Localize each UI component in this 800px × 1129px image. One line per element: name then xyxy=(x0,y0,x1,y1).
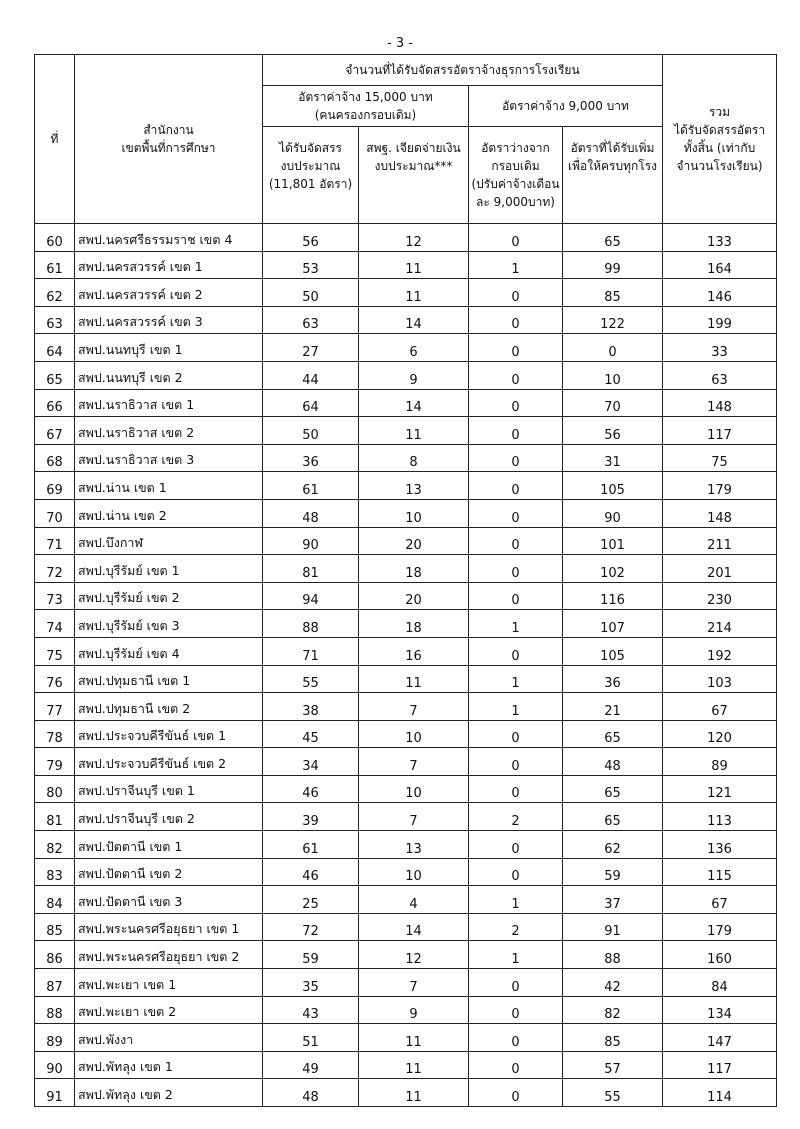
cell-total: 230 xyxy=(663,582,777,610)
cell-obec-funded: 11 xyxy=(359,279,469,307)
table-row xyxy=(35,444,777,472)
cell-obec-funded: 11 xyxy=(359,1079,469,1107)
cell-additional-positions: 107 xyxy=(563,610,663,638)
table-row xyxy=(35,637,777,665)
cell-office: สพป.ปราจีนบุรี เขต 1 xyxy=(75,775,263,803)
cell-no: 75 xyxy=(35,637,75,665)
header-rate-15000-line1: อัตราค่าจ้าง 15,000 บาท xyxy=(298,90,433,104)
cell-additional-positions: 0 xyxy=(563,334,663,362)
cell-budget-allocated: 51 xyxy=(263,1024,359,1052)
table-row xyxy=(35,693,777,721)
cell-office: สพป.ปัตตานี เขต 2 xyxy=(75,858,263,886)
header-obec-funded xyxy=(359,127,469,224)
cell-additional-positions: 48 xyxy=(563,748,663,776)
cell-obec-funded: 9 xyxy=(359,996,469,1024)
cell-budget-allocated: 48 xyxy=(263,499,359,527)
table-row xyxy=(35,334,777,362)
cell-total: 179 xyxy=(663,913,777,941)
header-total-line1: รวม xyxy=(708,105,731,119)
cell-budget-allocated: 94 xyxy=(263,582,359,610)
cell-no: 72 xyxy=(35,555,75,583)
cell-vacant-positions: 0 xyxy=(469,555,563,583)
cell-additional-positions: 85 xyxy=(563,1024,663,1052)
table-row xyxy=(35,941,777,969)
cell-additional-positions: 62 xyxy=(563,831,663,859)
cell-budget-allocated: 61 xyxy=(263,831,359,859)
cell-office: สพป.นครสวรรค์ เขต 3 xyxy=(75,306,263,334)
table-row xyxy=(35,858,777,886)
cell-office: สพป.นนทบุรี เขต 1 xyxy=(75,334,263,362)
cell-no: 63 xyxy=(35,306,75,334)
cell-additional-positions: 55 xyxy=(563,1079,663,1107)
cell-obec-funded: 8 xyxy=(359,444,469,472)
cell-no: 70 xyxy=(35,499,75,527)
cell-obec-funded: 11 xyxy=(359,665,469,693)
cell-no: 77 xyxy=(35,693,75,721)
cell-no: 62 xyxy=(35,279,75,307)
cell-obec-funded: 10 xyxy=(359,499,469,527)
cell-total: 115 xyxy=(663,858,777,886)
cell-total: 136 xyxy=(663,831,777,859)
cell-no: 87 xyxy=(35,969,75,997)
header-budget-allocated xyxy=(263,127,359,224)
header-vacant-positions xyxy=(469,127,563,224)
cell-obec-funded: 12 xyxy=(359,224,469,252)
cell-additional-positions: 116 xyxy=(563,582,663,610)
cell-total: 214 xyxy=(663,610,777,638)
cell-vacant-positions: 1 xyxy=(469,941,563,969)
cell-additional-positions: 31 xyxy=(563,444,663,472)
cell-vacant-positions: 0 xyxy=(469,996,563,1024)
cell-total: 164 xyxy=(663,251,777,279)
cell-budget-allocated: 59 xyxy=(263,941,359,969)
table-row xyxy=(35,472,777,500)
table-header xyxy=(35,55,777,224)
cell-additional-positions: 65 xyxy=(563,775,663,803)
cell-additional-positions: 99 xyxy=(563,251,663,279)
cell-office: สพป.นนทบุรี เขต 2 xyxy=(75,361,263,389)
cell-vacant-positions: 0 xyxy=(469,334,563,362)
cell-vacant-positions: 1 xyxy=(469,251,563,279)
cell-budget-allocated: 49 xyxy=(263,1051,359,1079)
cell-budget-allocated: 88 xyxy=(263,610,359,638)
table-body xyxy=(35,224,777,1107)
cell-obec-funded: 20 xyxy=(359,582,469,610)
header-allocation-group: จำนวนที่ได้รับจัดสรรอัตราจ้างธุรการโรงเรียน xyxy=(263,55,663,86)
cell-additional-positions: 105 xyxy=(563,472,663,500)
table-row xyxy=(35,555,777,583)
cell-obec-funded: 13 xyxy=(359,831,469,859)
page-number: - 3 - xyxy=(387,36,413,51)
cell-total: 75 xyxy=(663,444,777,472)
cell-additional-positions: 65 xyxy=(563,224,663,252)
table-row xyxy=(35,251,777,279)
cell-obec-funded: 7 xyxy=(359,693,469,721)
cell-budget-allocated: 45 xyxy=(263,720,359,748)
cell-obec-funded: 20 xyxy=(359,527,469,555)
cell-no: 85 xyxy=(35,913,75,941)
cell-additional-positions: 105 xyxy=(563,637,663,665)
header-total xyxy=(663,55,777,224)
cell-office: สพป.พะเยา เขต 2 xyxy=(75,996,263,1024)
cell-additional-positions: 65 xyxy=(563,720,663,748)
cell-obec-funded: 13 xyxy=(359,472,469,500)
cell-vacant-positions: 0 xyxy=(469,279,563,307)
cell-budget-allocated: 36 xyxy=(263,444,359,472)
header-c1-line2: งบประมาณ xyxy=(280,159,341,173)
cell-total: 201 xyxy=(663,555,777,583)
cell-additional-positions: 37 xyxy=(563,886,663,914)
cell-office: สพป.ปทุมธานี เขต 2 xyxy=(75,693,263,721)
cell-total: 103 xyxy=(663,665,777,693)
cell-office: สพป.พังงา xyxy=(75,1024,263,1052)
cell-additional-positions: 85 xyxy=(563,279,663,307)
header-office-line1: สำนักงาน xyxy=(143,123,194,137)
cell-office: สพป.บุรีรัมย์ เขต 3 xyxy=(75,610,263,638)
allocation-table xyxy=(34,54,777,1107)
cell-total: 114 xyxy=(663,1079,777,1107)
cell-budget-allocated: 44 xyxy=(263,361,359,389)
table-row xyxy=(35,224,777,252)
cell-office: สพป.บุรีรัมย์ เขต 1 xyxy=(75,555,263,583)
cell-office: สพป.นครศรีธรรมราช เขต 4 xyxy=(75,224,263,252)
cell-vacant-positions: 0 xyxy=(469,969,563,997)
header-c4-line1: อัตราที่ได้รับเพิ่ม xyxy=(570,141,655,155)
cell-additional-positions: 59 xyxy=(563,858,663,886)
cell-budget-allocated: 50 xyxy=(263,279,359,307)
table-row xyxy=(35,582,777,610)
table-row xyxy=(35,996,777,1024)
cell-additional-positions: 21 xyxy=(563,693,663,721)
cell-budget-allocated: 46 xyxy=(263,775,359,803)
cell-vacant-positions: 2 xyxy=(469,913,563,941)
header-office-line2: เขตพื้นที่การศึกษา xyxy=(121,141,216,155)
table-row xyxy=(35,831,777,859)
header-c3-line3: (ปรับค่าจ้างเดือน xyxy=(471,177,560,191)
cell-office: สพป.พัทลุง เขต 1 xyxy=(75,1051,263,1079)
cell-obec-funded: 11 xyxy=(359,417,469,445)
cell-budget-allocated: 25 xyxy=(263,886,359,914)
cell-additional-positions: 88 xyxy=(563,941,663,969)
table-row xyxy=(35,306,777,334)
cell-budget-allocated: 43 xyxy=(263,996,359,1024)
cell-additional-positions: 101 xyxy=(563,527,663,555)
cell-no: 90 xyxy=(35,1051,75,1079)
cell-total: 63 xyxy=(663,361,777,389)
cell-no: 79 xyxy=(35,748,75,776)
cell-budget-allocated: 72 xyxy=(263,913,359,941)
cell-vacant-positions: 0 xyxy=(469,720,563,748)
header-additional-positions xyxy=(563,127,663,224)
cell-obec-funded: 18 xyxy=(359,610,469,638)
cell-vacant-positions: 0 xyxy=(469,417,563,445)
header-total-line3: ทั้งสิ้น (เท่ากับ xyxy=(683,141,756,155)
cell-obec-funded: 12 xyxy=(359,941,469,969)
cell-office: สพป.น่าน เขต 1 xyxy=(75,472,263,500)
cell-no: 60 xyxy=(35,224,75,252)
cell-total: 146 xyxy=(663,279,777,307)
cell-budget-allocated: 48 xyxy=(263,1079,359,1107)
cell-no: 91 xyxy=(35,1079,75,1107)
header-c4-line2: เพื่อให้ครบทุกโรง xyxy=(568,159,658,173)
header-rate-15000-line2: (คนครองกรอบเดิม) xyxy=(314,108,417,122)
cell-obec-funded: 18 xyxy=(359,555,469,583)
cell-total: 133 xyxy=(663,224,777,252)
cell-vacant-positions: 0 xyxy=(469,637,563,665)
cell-total: 67 xyxy=(663,693,777,721)
cell-vacant-positions: 1 xyxy=(469,665,563,693)
cell-obec-funded: 10 xyxy=(359,775,469,803)
cell-budget-allocated: 55 xyxy=(263,665,359,693)
cell-budget-allocated: 64 xyxy=(263,389,359,417)
cell-no: 83 xyxy=(35,858,75,886)
cell-obec-funded: 11 xyxy=(359,1024,469,1052)
cell-total: 120 xyxy=(663,720,777,748)
cell-budget-allocated: 56 xyxy=(263,224,359,252)
cell-office: สพป.พะเยา เขต 1 xyxy=(75,969,263,997)
cell-total: 121 xyxy=(663,775,777,803)
cell-office: สพป.พระนครศรีอยุธยา เขต 2 xyxy=(75,941,263,969)
cell-no: 89 xyxy=(35,1024,75,1052)
cell-no: 76 xyxy=(35,665,75,693)
table-row xyxy=(35,499,777,527)
cell-no: 82 xyxy=(35,831,75,859)
cell-additional-positions: 122 xyxy=(563,306,663,334)
cell-additional-positions: 65 xyxy=(563,803,663,831)
table-row xyxy=(35,527,777,555)
cell-vacant-positions: 0 xyxy=(469,527,563,555)
cell-budget-allocated: 61 xyxy=(263,472,359,500)
cell-office: สพป.บึงกาฬ xyxy=(75,527,263,555)
cell-no: 86 xyxy=(35,941,75,969)
table-row xyxy=(35,720,777,748)
cell-total: 117 xyxy=(663,1051,777,1079)
cell-budget-allocated: 38 xyxy=(263,693,359,721)
cell-additional-positions: 36 xyxy=(563,665,663,693)
cell-vacant-positions: 0 xyxy=(469,499,563,527)
table-row xyxy=(35,913,777,941)
cell-vacant-positions: 1 xyxy=(469,693,563,721)
cell-additional-positions: 56 xyxy=(563,417,663,445)
cell-office: สพป.ปราจีนบุรี เขต 2 xyxy=(75,803,263,831)
cell-no: 69 xyxy=(35,472,75,500)
cell-total: 113 xyxy=(663,803,777,831)
cell-total: 148 xyxy=(663,499,777,527)
cell-budget-allocated: 53 xyxy=(263,251,359,279)
cell-total: 33 xyxy=(663,334,777,362)
cell-office: สพป.ปทุมธานี เขต 1 xyxy=(75,665,263,693)
cell-budget-allocated: 90 xyxy=(263,527,359,555)
cell-budget-allocated: 34 xyxy=(263,748,359,776)
cell-obec-funded: 14 xyxy=(359,913,469,941)
table-row xyxy=(35,1051,777,1079)
cell-no: 78 xyxy=(35,720,75,748)
cell-budget-allocated: 50 xyxy=(263,417,359,445)
table-row xyxy=(35,389,777,417)
table-row xyxy=(35,803,777,831)
table-row xyxy=(35,1024,777,1052)
cell-office: สพป.นราธิวาส เขต 1 xyxy=(75,389,263,417)
header-c2-line2: งบประมาณ*** xyxy=(374,159,453,173)
cell-total: 134 xyxy=(663,996,777,1024)
header-office xyxy=(75,55,263,224)
cell-vacant-positions: 1 xyxy=(469,886,563,914)
cell-no: 67 xyxy=(35,417,75,445)
cell-vacant-positions: 0 xyxy=(469,444,563,472)
cell-additional-positions: 102 xyxy=(563,555,663,583)
cell-office: สพป.พัทลุง เขต 2 xyxy=(75,1079,263,1107)
header-c3-line1: อัตราว่างจาก xyxy=(481,141,550,155)
cell-obec-funded: 16 xyxy=(359,637,469,665)
cell-vacant-positions: 0 xyxy=(469,775,563,803)
table-row xyxy=(35,279,777,307)
cell-office: สพป.ประจวบคีรีขันธ์ เขต 1 xyxy=(75,720,263,748)
cell-vacant-positions: 0 xyxy=(469,831,563,859)
cell-obec-funded: 7 xyxy=(359,969,469,997)
header-c1-line3: (11,801 อัตรา) xyxy=(268,177,353,191)
cell-obec-funded: 14 xyxy=(359,389,469,417)
cell-additional-positions: 91 xyxy=(563,913,663,941)
cell-obec-funded: 4 xyxy=(359,886,469,914)
cell-vacant-positions: 0 xyxy=(469,748,563,776)
cell-office: สพป.บุรีรัมย์ เขต 4 xyxy=(75,637,263,665)
header-total-line2: ได้รับจัดสรรอัตรา xyxy=(673,123,766,137)
cell-total: 89 xyxy=(663,748,777,776)
cell-total: 192 xyxy=(663,637,777,665)
table-row xyxy=(35,361,777,389)
table-row xyxy=(35,748,777,776)
cell-obec-funded: 7 xyxy=(359,748,469,776)
table-row xyxy=(35,969,777,997)
cell-no: 84 xyxy=(35,886,75,914)
table-row xyxy=(35,1079,777,1107)
cell-budget-allocated: 27 xyxy=(263,334,359,362)
cell-office: สพป.ปัตตานี เขต 3 xyxy=(75,886,263,914)
cell-total: 179 xyxy=(663,472,777,500)
cell-office: สพป.ประจวบคีรีขันธ์ เขต 2 xyxy=(75,748,263,776)
cell-no: 61 xyxy=(35,251,75,279)
cell-obec-funded: 6 xyxy=(359,334,469,362)
cell-total: 160 xyxy=(663,941,777,969)
cell-office: สพป.นราธิวาส เขต 2 xyxy=(75,417,263,445)
cell-budget-allocated: 39 xyxy=(263,803,359,831)
cell-additional-positions: 90 xyxy=(563,499,663,527)
header-rate-15000 xyxy=(263,86,469,127)
cell-budget-allocated: 46 xyxy=(263,858,359,886)
cell-obec-funded: 7 xyxy=(359,803,469,831)
cell-vacant-positions: 0 xyxy=(469,361,563,389)
cell-additional-positions: 70 xyxy=(563,389,663,417)
cell-office: สพป.บุรีรัมย์ เขต 2 xyxy=(75,582,263,610)
cell-vacant-positions: 2 xyxy=(469,803,563,831)
cell-budget-allocated: 71 xyxy=(263,637,359,665)
cell-no: 73 xyxy=(35,582,75,610)
cell-obec-funded: 14 xyxy=(359,306,469,334)
cell-vacant-positions: 0 xyxy=(469,389,563,417)
cell-office: สพป.นราธิวาส เขต 3 xyxy=(75,444,263,472)
cell-obec-funded: 10 xyxy=(359,720,469,748)
cell-budget-allocated: 63 xyxy=(263,306,359,334)
header-rate-9000: อัตราค่าจ้าง 9,000 บาท xyxy=(469,86,663,127)
cell-vacant-positions: 0 xyxy=(469,582,563,610)
cell-vacant-positions: 0 xyxy=(469,1024,563,1052)
cell-vacant-positions: 1 xyxy=(469,610,563,638)
cell-additional-positions: 57 xyxy=(563,1051,663,1079)
cell-no: 88 xyxy=(35,996,75,1024)
cell-no: 65 xyxy=(35,361,75,389)
header-c1-line1: ได้รับจัดสรร xyxy=(279,141,342,155)
cell-total: 199 xyxy=(663,306,777,334)
table-row xyxy=(35,775,777,803)
cell-vacant-positions: 0 xyxy=(469,224,563,252)
cell-obec-funded: 11 xyxy=(359,1051,469,1079)
header-c3-line2: กรอบเดิม xyxy=(491,159,540,173)
cell-office: สพป.น่าน เขต 2 xyxy=(75,499,263,527)
cell-no: 81 xyxy=(35,803,75,831)
cell-no: 68 xyxy=(35,444,75,472)
cell-no: 64 xyxy=(35,334,75,362)
cell-total: 117 xyxy=(663,417,777,445)
cell-no: 66 xyxy=(35,389,75,417)
cell-additional-positions: 82 xyxy=(563,996,663,1024)
cell-no: 71 xyxy=(35,527,75,555)
cell-vacant-positions: 0 xyxy=(469,858,563,886)
cell-office: สพป.นครสวรรค์ เขต 2 xyxy=(75,279,263,307)
cell-additional-positions: 10 xyxy=(563,361,663,389)
cell-obec-funded: 11 xyxy=(359,251,469,279)
cell-obec-funded: 9 xyxy=(359,361,469,389)
cell-no: 80 xyxy=(35,775,75,803)
cell-total: 84 xyxy=(663,969,777,997)
cell-total: 67 xyxy=(663,886,777,914)
cell-total: 211 xyxy=(663,527,777,555)
cell-additional-positions: 42 xyxy=(563,969,663,997)
table-row xyxy=(35,665,777,693)
cell-vacant-positions: 0 xyxy=(469,306,563,334)
cell-vacant-positions: 0 xyxy=(469,472,563,500)
cell-total: 147 xyxy=(663,1024,777,1052)
header-c2-line1: สพฐ. เจียดจ่ายเงิน xyxy=(366,141,461,155)
header-c3-line4: ละ 9,000บาท) xyxy=(476,195,555,209)
cell-no: 74 xyxy=(35,610,75,638)
header-total-line4: จำนวนโรงเรียน) xyxy=(676,159,763,173)
table-row xyxy=(35,417,777,445)
cell-total: 148 xyxy=(663,389,777,417)
cell-vacant-positions: 0 xyxy=(469,1079,563,1107)
header-no: ที่ xyxy=(35,55,75,224)
cell-office: สพป.นครสวรรค์ เขต 1 xyxy=(75,251,263,279)
cell-office: สพป.พระนครศรีอยุธยา เขต 1 xyxy=(75,913,263,941)
cell-vacant-positions: 0 xyxy=(469,1051,563,1079)
cell-office: สพป.ปัตตานี เขต 1 xyxy=(75,831,263,859)
cell-budget-allocated: 81 xyxy=(263,555,359,583)
table-row xyxy=(35,886,777,914)
cell-budget-allocated: 35 xyxy=(263,969,359,997)
cell-obec-funded: 10 xyxy=(359,858,469,886)
table-row xyxy=(35,610,777,638)
